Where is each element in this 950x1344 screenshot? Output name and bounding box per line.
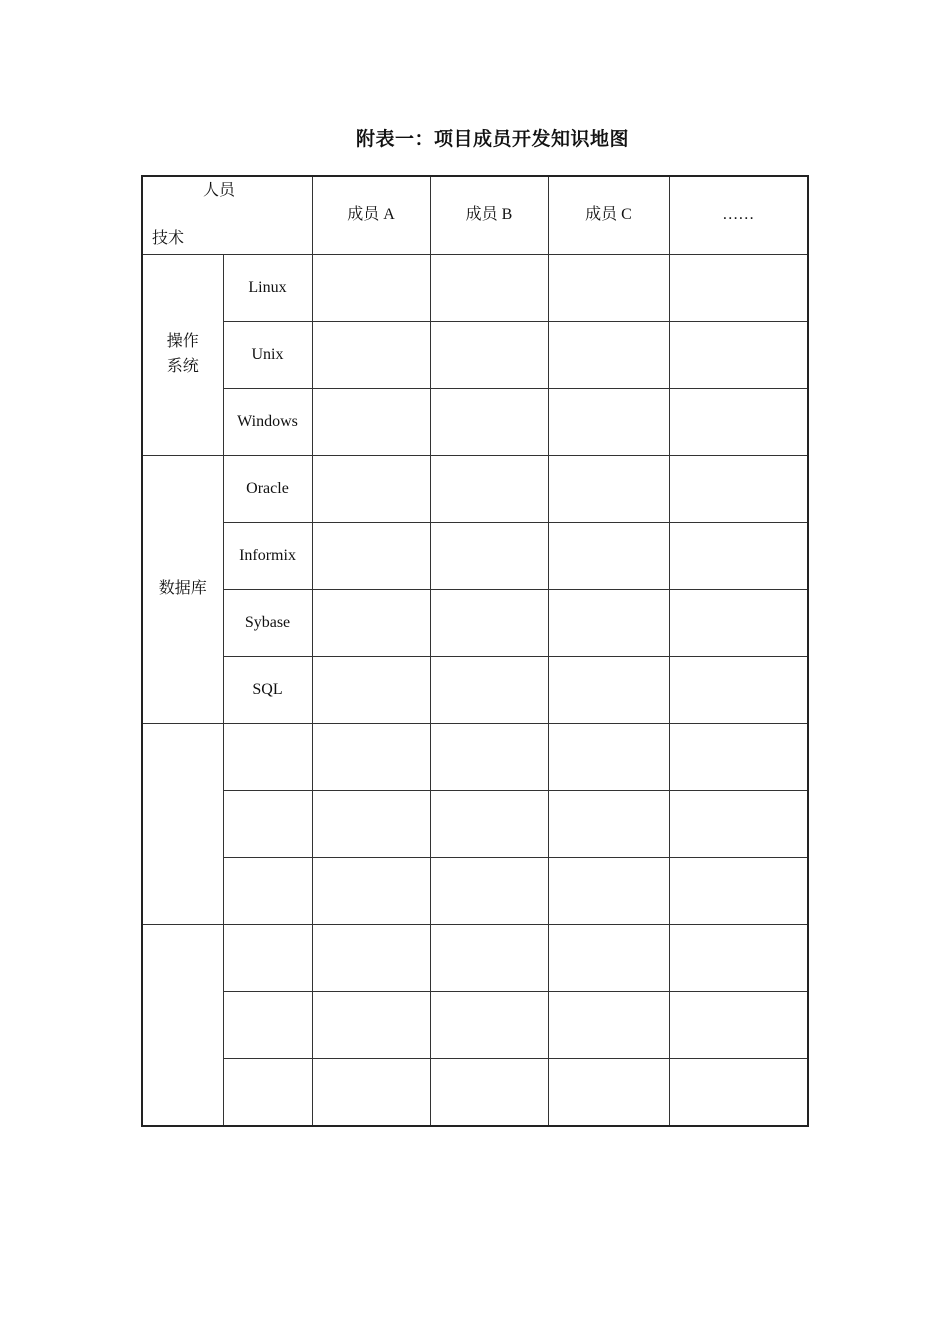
cell[interactable] [312, 724, 430, 791]
tech-sybase: Sybase [223, 590, 312, 657]
cell[interactable] [548, 322, 669, 389]
category-os-line1: 操作 [166, 333, 199, 351]
table-row [142, 322, 808, 389]
category-os [142, 255, 223, 456]
table-row [142, 456, 808, 523]
cell[interactable] [430, 791, 548, 858]
tech-blank[interactable] [223, 925, 312, 992]
table-row [142, 523, 808, 590]
tech-oracle: Oracle [223, 456, 312, 523]
cell[interactable] [548, 255, 669, 322]
header-member-c: 成员 C [548, 176, 669, 255]
tech-unix: Unix [223, 322, 312, 389]
cell[interactable] [312, 590, 430, 657]
cell[interactable] [669, 590, 808, 657]
cell[interactable] [430, 590, 548, 657]
category-database-line1: 数据库 [158, 580, 207, 598]
cell[interactable] [669, 389, 808, 456]
cell[interactable] [312, 389, 430, 456]
header-corner-top: 人员 [203, 182, 236, 199]
cell[interactable] [548, 724, 669, 791]
cell[interactable] [312, 322, 430, 389]
cell[interactable] [548, 1059, 669, 1127]
document-title: 附表一：项目成员开发知识地图 [355, 129, 629, 150]
tech-sql: SQL [223, 657, 312, 724]
cell[interactable] [312, 456, 430, 523]
cell[interactable] [430, 992, 548, 1059]
cell[interactable] [669, 255, 808, 322]
category-database [142, 456, 223, 724]
cell[interactable] [669, 858, 808, 925]
cell[interactable] [548, 858, 669, 925]
cell[interactable] [669, 322, 808, 389]
cell[interactable] [548, 657, 669, 724]
cell[interactable] [430, 925, 548, 992]
cell[interactable] [430, 1059, 548, 1127]
table-row [142, 992, 808, 1059]
table-row [142, 255, 808, 322]
tech-linux: Linux [223, 255, 312, 322]
table-row [142, 925, 808, 992]
table-row [142, 724, 808, 791]
tech-informix: Informix [223, 523, 312, 590]
cell[interactable] [312, 255, 430, 322]
cell[interactable] [430, 724, 548, 791]
header-member-a: 成员 A [312, 176, 430, 255]
cell[interactable] [312, 992, 430, 1059]
tech-blank[interactable] [223, 992, 312, 1059]
header-row [142, 176, 808, 255]
category-blank-1[interactable] [142, 724, 223, 925]
cell[interactable] [430, 322, 548, 389]
tech-blank[interactable] [223, 791, 312, 858]
tech-blank[interactable] [223, 724, 312, 791]
cell[interactable] [548, 590, 669, 657]
cell[interactable] [430, 456, 548, 523]
cell[interactable] [430, 523, 548, 590]
cell[interactable] [548, 925, 669, 992]
cell[interactable] [669, 992, 808, 1059]
cell[interactable] [548, 456, 669, 523]
cell[interactable] [669, 657, 808, 724]
cell[interactable] [312, 858, 430, 925]
table-row [142, 590, 808, 657]
cell[interactable] [430, 657, 548, 724]
table-row [142, 1059, 808, 1127]
tech-blank[interactable] [223, 1059, 312, 1127]
table-row [142, 791, 808, 858]
cell[interactable] [548, 992, 669, 1059]
header-member-more: …… [669, 176, 808, 255]
header-corner-bottom: 技术 [152, 230, 185, 248]
cell[interactable] [430, 255, 548, 322]
category-os-line2: 系统 [166, 358, 199, 375]
cell[interactable] [548, 523, 669, 590]
tech-blank[interactable] [223, 858, 312, 925]
cell[interactable] [669, 1059, 808, 1127]
cell[interactable] [548, 389, 669, 456]
table-row [142, 389, 808, 456]
cell[interactable] [669, 523, 808, 590]
cell[interactable] [312, 1059, 430, 1127]
cell[interactable] [312, 925, 430, 992]
table-row [142, 657, 808, 724]
cell[interactable] [312, 523, 430, 590]
header-member-b: 成员 B [430, 176, 548, 255]
category-blank-2[interactable] [142, 925, 223, 1127]
cell[interactable] [430, 858, 548, 925]
cell[interactable] [669, 724, 808, 791]
cell[interactable] [430, 389, 548, 456]
cell[interactable] [669, 925, 808, 992]
header-corner-cell [142, 176, 312, 255]
cell[interactable] [669, 456, 808, 523]
knowledge-map-table [141, 175, 809, 1127]
cell[interactable] [548, 791, 669, 858]
cell[interactable] [669, 791, 808, 858]
tech-windows: Windows [223, 389, 312, 456]
table-row [142, 858, 808, 925]
cell[interactable] [312, 791, 430, 858]
cell[interactable] [312, 657, 430, 724]
